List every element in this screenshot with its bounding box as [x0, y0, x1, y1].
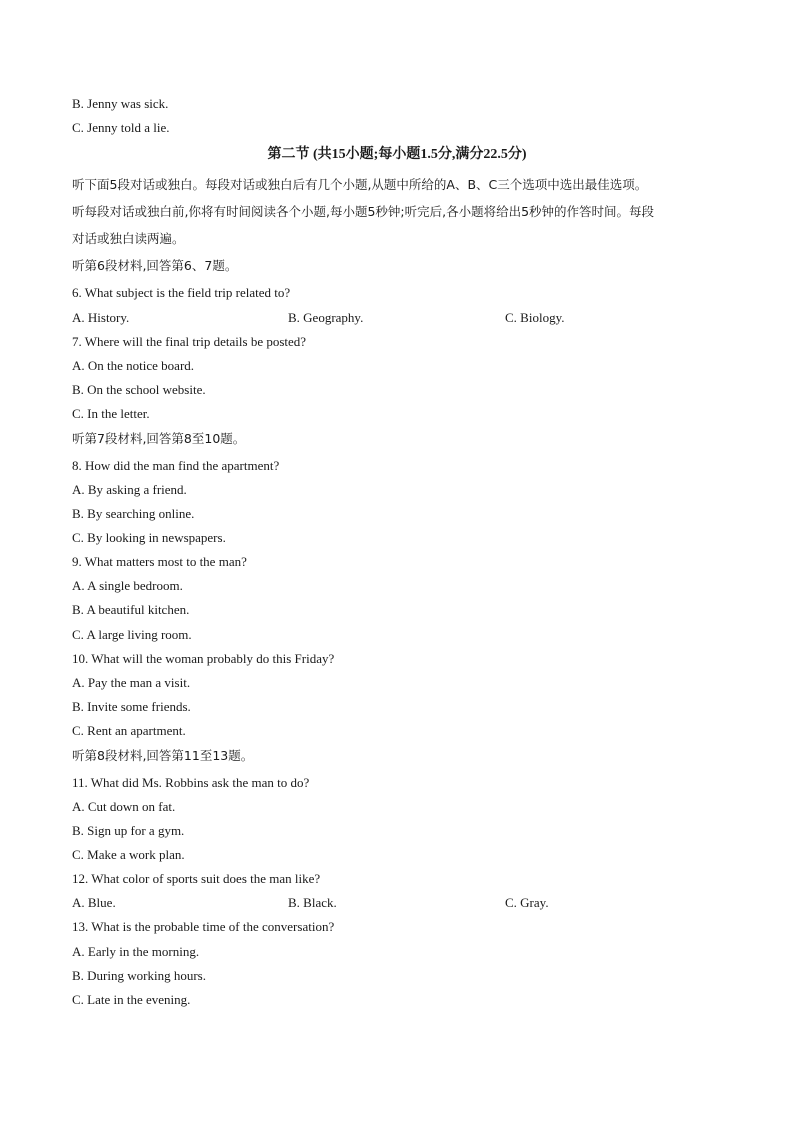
- q10-option-b: B. Invite some friends.: [72, 699, 191, 714]
- q7-option-c: C. In the letter.: [72, 406, 150, 421]
- q10-option-a: A. Pay the man a visit.: [72, 675, 191, 690]
- q12-option-c: C. Gray.: [505, 895, 549, 910]
- instruction-line-2: 听每段对话或独白前,你将有时间阅读各个小题,每小题5秒钟;听完后,各小题将给出5秒钟的作答时间。每段: [72, 204, 655, 219]
- prev-option-c: C. Jenny told a lie.: [72, 120, 170, 135]
- group-prompt-7: 听第7段材料,回答第8至10题。: [72, 431, 246, 446]
- group-prompt-6: 听第6段材料,回答第6、7题。: [72, 258, 238, 273]
- question-7: 7. Where will the final trip details be posted?: [72, 334, 307, 349]
- q11-option-c: C. Make a work plan.: [72, 847, 185, 862]
- q9-option-b: B. A beautiful kitchen.: [72, 602, 190, 617]
- q7-option-b: B. On the school website.: [72, 382, 206, 397]
- q6-option-b: B. Geography.: [288, 310, 364, 325]
- q6-option-a: A. History.: [72, 310, 130, 325]
- q9-option-a: A. A single bedroom.: [72, 578, 183, 593]
- q6-option-c: C. Biology.: [505, 310, 565, 325]
- q11-option-a: A. Cut down on fat.: [72, 799, 176, 814]
- question-8: 8. How did the man find the apartment?: [72, 458, 280, 473]
- section-title: 第二节 (共15小题;每小题1.5分,满分22.5分): [267, 147, 527, 162]
- instruction-line-3: 对话或独白读两遍。: [72, 231, 185, 246]
- q13-option-c: C. Late in the evening.: [72, 992, 191, 1007]
- question-9: 9. What matters most to the man?: [72, 554, 247, 569]
- question-10: 10. What will the woman probably do this Friday?: [72, 651, 335, 666]
- q8-option-c: C. By looking in newspapers.: [72, 530, 226, 545]
- q12-option-b: B. Black.: [288, 895, 337, 910]
- q7-option-a: A. On the notice board.: [72, 358, 195, 373]
- question-13: 13. What is the probable time of the conversation?: [72, 919, 335, 934]
- q10-option-c: C. Rent an apartment.: [72, 723, 186, 738]
- group-prompt-8: 听第8段材料,回答第11至13题。: [72, 748, 254, 763]
- prev-option-b: B. Jenny was sick.: [72, 96, 169, 111]
- question-12: 12. What color of sports suit does the man like?: [72, 871, 321, 886]
- q13-option-a: A. Early in the morning.: [72, 944, 200, 959]
- q11-option-b: B. Sign up for a gym.: [72, 823, 185, 838]
- q8-option-b: B. By searching online.: [72, 506, 195, 521]
- q9-option-c: C. A large living room.: [72, 627, 192, 642]
- question-11: 11. What did Ms. Robbins ask the man to do?: [72, 775, 310, 790]
- q8-option-a: A. By asking a friend.: [72, 482, 187, 497]
- q13-option-b: B. During working hours.: [72, 968, 206, 983]
- instruction-line-1: 听下面5段对话或独白。每段对话或独白后有几个小题,从题中所给的A、B、C三个选项中选出最佳选项。: [72, 177, 648, 192]
- q12-option-a: A. Blue.: [72, 895, 116, 910]
- question-6: 6. What subject is the field trip related to?: [72, 285, 291, 300]
